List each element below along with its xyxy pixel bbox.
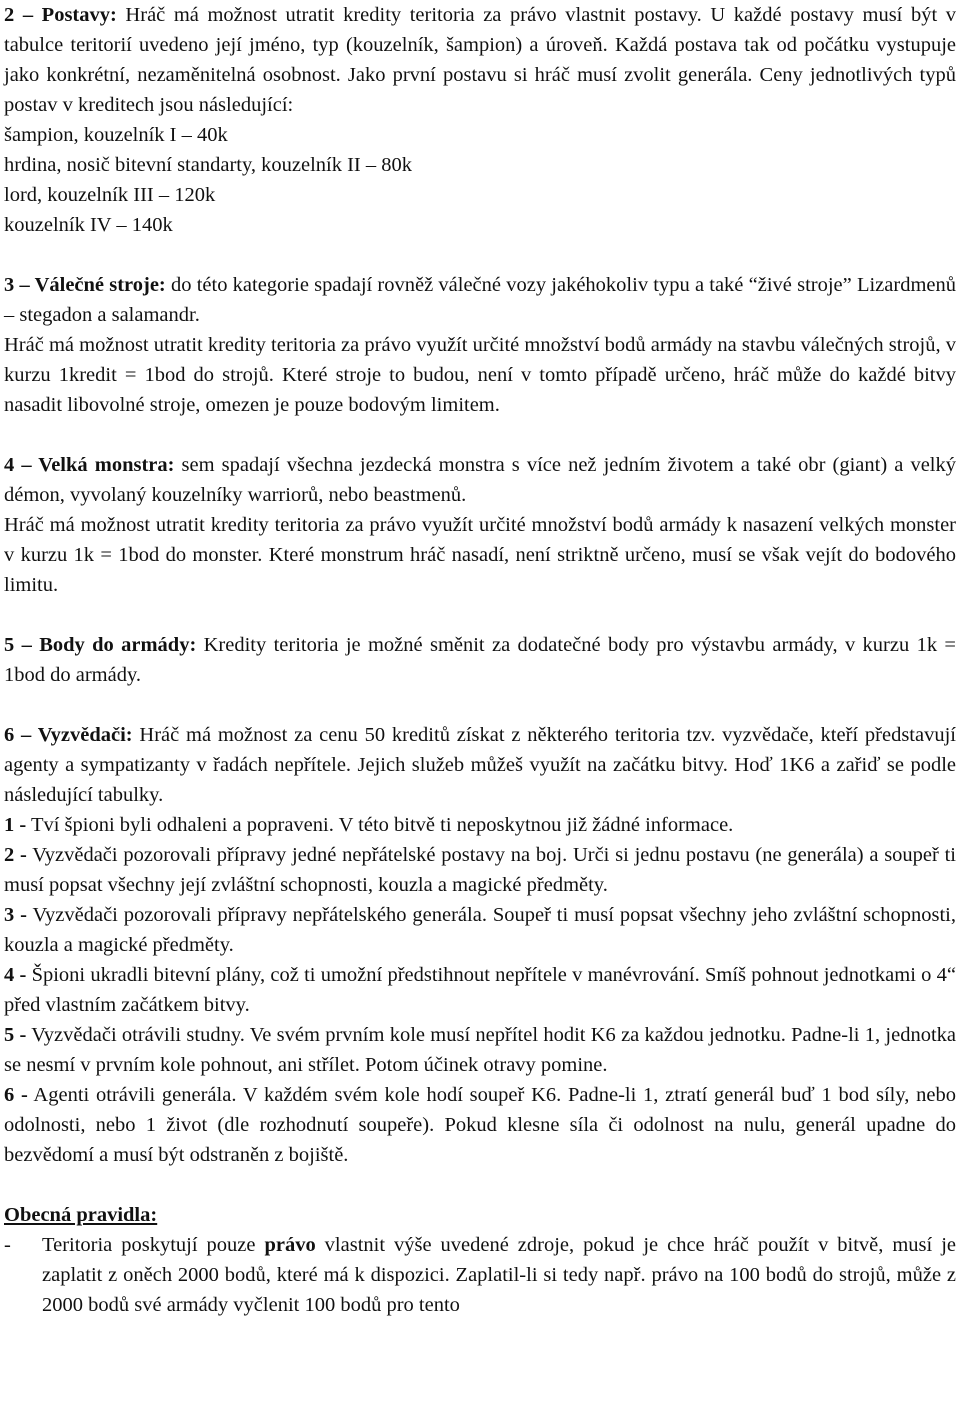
section-4-text: sem spadají všechna jezdecká monstra s více než jedním životem a také obr (giant) a velký démon, vyvolaný kouzelníky warriorů, nebo beastmenů. [4,454,956,506]
section-6-text: Hráč má možnost za cenu 50 kreditů získat z některého teritoria tzv. vyzvědače, kteří představují agenty a sympatizanty v řadách nepřítele. Jejich služeb můžeš využít na začátku bitvy. Hoď 1K6 a zařiď se podle následující tabulky. [4,724,956,806]
price-line: hrdina, nosič bitevní standarty, kouzelník II – 80k [4,154,413,176]
section-2-text: Hráč má možnost utratit kredity teritoria za právo vlastnit postavy. U každé postavy musí být v tabulce teritorií uvedeno její jméno, typ (kouzelník, šampion) a úroveň. Každá postava tak od počátku vystupuje jako konkrétní, nezaměnitelná osobnost. Jako první postavu si hráč musí zvolit generála. Ceny jednotlivých typů postav v kreditech jsou následující: [4,4,956,116]
section-6-heading: 6 – Vyzvědači: [4,724,133,746]
section-3-text: do této kategorie spadají rovněž válečné vozy jakéhokoliv typu a také “živé stroje” Lizardmenů – stegadon a salamandr. [4,274,956,326]
section-4-monstra [4,450,956,510]
rule-text-part: vlastnit výše uvedené zdroje, pokud je chce hráč použít v bitvě, musí je zaplatit z oněch 2000 bodů, které má k dispozici. Zaplatil-li si tedy např. právo na 100 bodů do strojů, může z 2000 bodů své armády vyčlenit 100 bodů pro tento [42,1234,956,1316]
section-3-heading: 3 – Válečné stroje: [4,274,166,296]
rule-item [4,1230,956,1320]
dice-result [4,900,956,960]
bullet-dash: - [4,1234,11,1256]
section-2-heading: 2 – Postavy: [4,4,117,26]
spacer [4,600,956,630]
rule-text [42,1230,956,1320]
dice-text: Agenti otrávili generála. V každém svém kole hodí soupeř K6. Padne-li 1, ztratí generál buď 1 bod síly, nebo odolnosti, nebo 1 život (dle rozhodnutí soupeře). Pokud klesne síla či odolnost na nulu, generál upadne do bezvědomí a musí být odstraněn z bojiště. [4,1084,957,1166]
dice-result [4,1080,956,1170]
price-line: lord, kouzelník III – 120k [4,184,216,206]
section-5-body [4,630,956,690]
section-5-heading: 5 – Body do armády: [4,634,197,656]
dice-text: Vyzvědači otrávili studny. Ve svém prvním kole musí nepřítel hodit K6 za každou jednotku. Padne-li 1, jednotka se nesmí v prvním kole pohnout, ani střílet. Potom účinek otravy pomine. [4,1024,956,1076]
spacer [4,420,956,450]
dice-number: 2 - [4,844,27,866]
spacer [4,240,956,270]
dice-text: Tví špioni byli odhaleni a popraveni. V této bitvě ti neposkytnou již žádné informace. [26,814,734,836]
section-3-stroje [4,270,956,330]
dice-number: 1 - [4,814,27,836]
dice-result [4,840,956,900]
section-2-postavy [4,0,956,120]
section-6-vyzvedaci [4,720,956,810]
dice-number: 5 - [4,1024,27,1046]
rule-text-bold: právo [264,1234,316,1256]
general-rules-heading: Obecná pravidla: [4,1204,158,1226]
spacer [4,690,956,720]
dice-number: 4 - [4,964,27,986]
price-line: šampion, kouzelník I – 40k [4,124,228,146]
dice-result [4,1020,956,1080]
price-line: kouzelník IV – 140k [4,214,173,236]
dice-number: 3 - [4,904,27,926]
dice-number: 6 - [4,1084,28,1106]
dice-result [4,810,956,840]
dice-text: Špioni ukradli bitevní plány, což ti umožní předstihnout nepřítele v manévrování. Smíš pohnout jednotkami o 4“ před vlastním začátkem bitvy. [4,964,956,1016]
spacer [4,1170,956,1200]
section-5-text: Kredity teritoria je možné směnit za dodatečné body pro výstavbu armády, v kurzu 1k = 1bod do armády. [4,634,956,686]
rule-text-part: Teritoria poskytují pouze [42,1234,265,1256]
dice-text: Vyzvědači pozorovali přípravy jedné nepřátelské postavy na boj. Urči si jednu postavu (ne generála) a soupeř ti musí popsat všechny její zvláštní schopnosti, kouzla a magické předměty. [4,844,956,896]
section-3-paragraph: Hráč má možnost utratit kredity teritoria za právo využít určité množství bodů armády na stavbu válečných strojů, v kurzu 1kredit = 1bod do strojů. Které stroje to budou, není v tomto případě určeno, hráč může do každé bitvy nasadit libovolné stroje, omezen je pouze bodovým limitem. [4,334,956,416]
section-4-paragraph: Hráč má možnost utratit kredity teritoria za právo využít určité množství bodů armády k nasazení velkých monster v kurzu 1k = 1bod do monster. Které monstrum hráč nasadí, není striktně určeno, musí se však vejít do bodového limitu. [4,514,956,596]
dice-result [4,960,956,1020]
dice-text: Vyzvědači pozorovali přípravy nepřátelského generála. Soupeř ti musí popsat všechny jeho zvláštní schopnosti, kouzla a magické předměty. [4,904,957,956]
section-4-heading: 4 – Velká monstra: [4,454,175,476]
